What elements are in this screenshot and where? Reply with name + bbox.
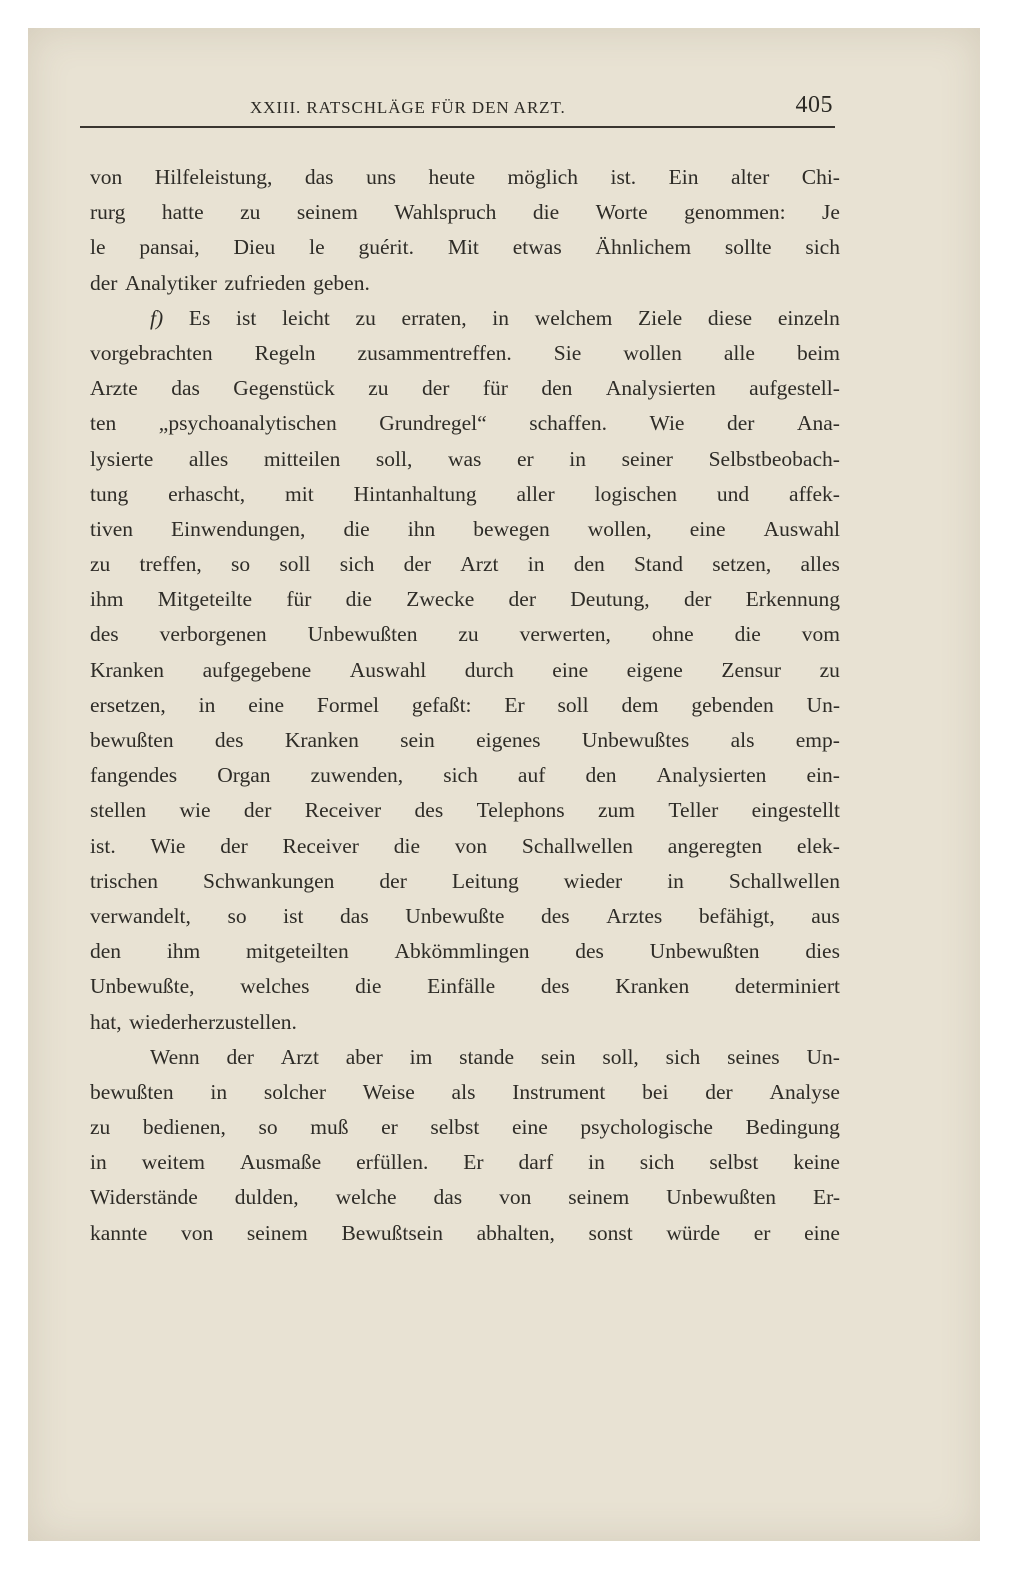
text-line: ist. Wie der Receiver die von Schallwellen angeregten elek- [90,833,840,858]
text-line: stellen wie der Receiver des Telephons zum Teller eingestellt [90,798,840,823]
text-line: des verborgenen Unbewußten zu verwerten, ohne die vom [90,622,840,647]
page-number: 405 [795,92,833,118]
text-line: ersetzen, in eine Formel gefaßt: Er soll dem gebenden Un- [90,692,840,717]
text-line: ten „psychoanalytischen Grundregel“ schaffen. Wie der Ana- [90,411,840,436]
body-text [90,160,840,1251]
text-line: Widerstände dulden, welche das von seinem Unbewußten Er- [90,1185,840,1210]
text-line: kannte von seinem Bewußtsein abhalten, sonst würde er eine [90,1220,840,1245]
text-line: bewußten des Kranken sein eigenes Unbewußtes als emp- [90,728,840,752]
text-line: der Analytiker zufrieden geben. [90,270,370,295]
header-rule [80,126,835,128]
text-line: vorgebrachten Regeln zusammentreffen. Sie wollen alle beim [90,340,840,365]
text-line: lysierte alles mitteilen soll, was er in seiner Selbstbeobach- [90,446,840,471]
text-line: Kranken aufgegebene Auswahl durch eine eigene Zensur zu [90,657,840,682]
text-line: f) Es ist leicht zu erraten, in welchem Ziele diese einzeln [150,305,840,330]
text-line: verwandelt, so ist das Unbewußte des Arztes befähigt, aus [90,903,840,928]
text-line: zu treffen, so soll sich der Arzt in den Stand setzen, alles [90,552,840,577]
text-line: Wenn der Arzt aber im stande sein soll, sich seines Un- [150,1044,840,1069]
text-line: von Hilfeleistung, das uns heute möglich ist. Ein alter Chi- [90,165,840,189]
text-line: hat, wiederherzustellen. [90,1009,297,1034]
text-line: rurg hatte zu seinem Wahlspruch die Worte genommen: Je [90,200,840,225]
text-line: tung erhascht, mit Hintanhaltung aller logischen und affek- [90,481,840,506]
text-line: le pansai, Dieu le guérit. Mit etwas Ähnlichem sollte sich [90,235,840,260]
running-title: XXIII. RATSCHLÄGE FÜR DEN ARZT. [250,98,566,117]
text-line: ihm Mitgeteilte für die Zwecke der Deutung, der Erkennung [90,587,840,612]
text-line: zu bedienen, so muß er selbst eine psychologische Bedingung [90,1115,840,1140]
text-line: fangendes Organ zuwenden, sich auf den Analysierten ein- [90,763,840,788]
text-line: tiven Einwendungen, die ihn bewegen wollen, eine Auswahl [90,516,840,541]
text-line: Arzte das Gegenstück zu der für den Analysierten aufgestell- [90,376,840,401]
text-line: den ihm mitgeteilten Abkömmlingen des Unbewußten dies [90,939,840,964]
text-line: Unbewußte, welches die Einfälle des Kranken determiniert [90,974,840,999]
text-line: in weitem Ausmaße erfüllen. Er darf in sich selbst keine [90,1150,840,1175]
text-line: bewußten in solcher Weise als Instrument bei der Analyse [90,1079,840,1104]
text-line: trischen Schwankungen der Leitung wieder in Schallwellen [90,868,840,893]
page-header [80,92,835,124]
